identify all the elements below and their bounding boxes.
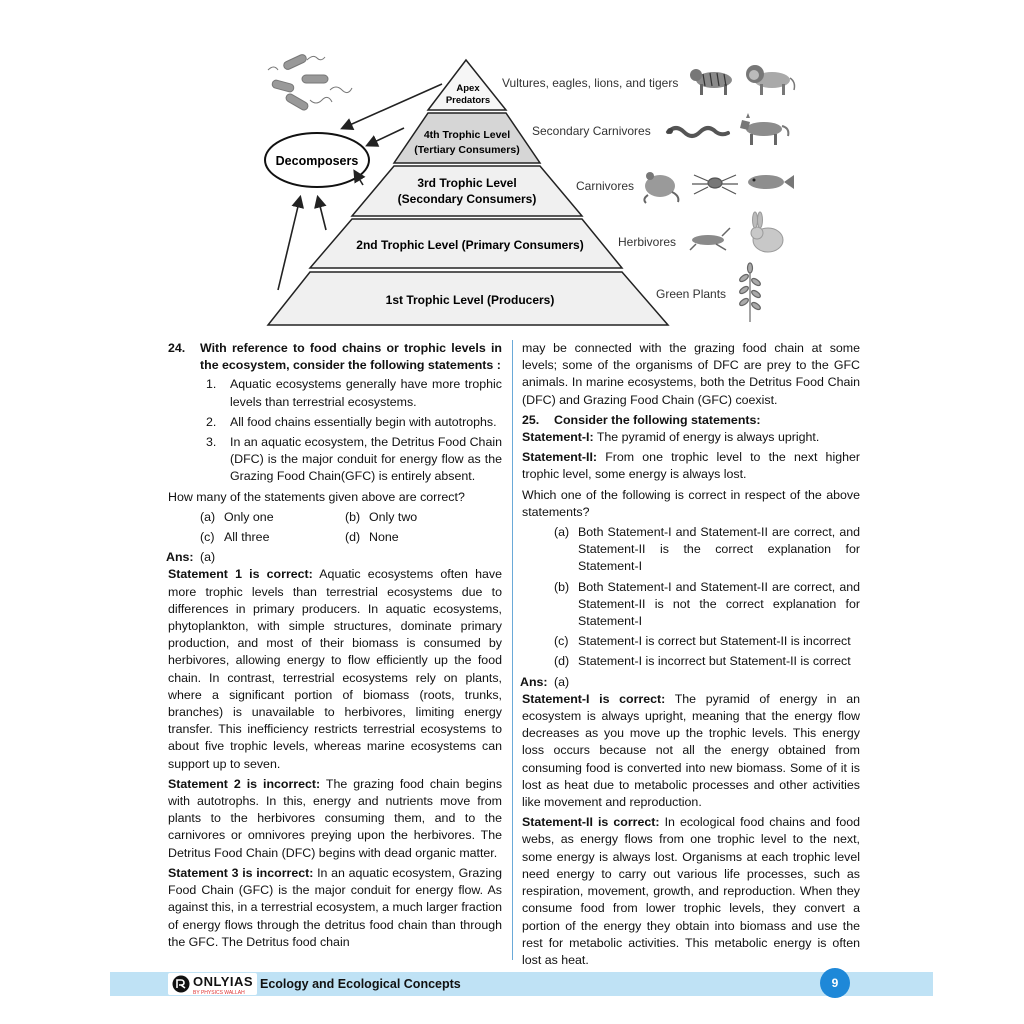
arrow-l2-to-decomposers (318, 198, 326, 230)
brand-name: ONLYIAS (193, 973, 254, 989)
options-grid (200, 509, 502, 546)
page-number: 9 (820, 968, 850, 998)
question-text: Consider the following statements: (554, 412, 761, 427)
arrow-l1-to-decomposers (278, 198, 300, 290)
grasshopper-icon (690, 228, 730, 250)
answer-row (166, 549, 502, 566)
question-25-heading (522, 412, 860, 429)
option-c: (c) All three (200, 530, 270, 545)
statement-list (200, 376, 502, 485)
right-column (522, 340, 860, 972)
wolf-icon (740, 113, 788, 145)
explanation-1: Statement-I is correct: The pyramid of energy in an ecosystem is always upright, meaning that the energy flow decreases as you move up the trophic levels. This energy loss occurs because not all the energy obtained from consuming food is converted into new biomass. Some of it is lost as heat due to metabolic processes and other activities like movement and reproduction. (522, 691, 861, 810)
statement-1: Statement-I: The pyramid of energy is always upright. (522, 430, 820, 445)
statement-item: 1. Aquatic ecosystems generally have more trophic levels than terrestrial ecosystems. (206, 377, 502, 409)
brand-sub: BY PHYSICS WALLAH (193, 989, 245, 996)
explanation-3-continued: may be connected with the grazing food chain at some levels; some of the organisms of DFC are prey to the GFC animals. In marine ecosystems, both the Detritus Food Chain (DFC) and Grazing Food Chain (GFC) coexist. (522, 341, 860, 407)
fish-icon (748, 175, 794, 189)
side-label-l4: Secondary Carnivores (532, 124, 651, 138)
statement-item: 2. All food chains essentially begin with autotrophs. (206, 414, 497, 429)
option-d: (d) Statement-I is incorrect but Statement-II is correct (554, 654, 851, 669)
pw-logo-icon (172, 975, 190, 993)
l2-label: 2nd Trophic Level (Primary Consumers) (356, 238, 584, 252)
question-text: With reference to food chains or trophic levels in the ecosystem, consider the following statements : (200, 341, 502, 373)
spider-icon (692, 175, 738, 194)
l3-label-1: 3rd Trophic Level (417, 176, 517, 190)
explanation-2: Statement-II is correct: In ecological food chains and food webs, as energy flows from one trophic level to the next, some energy is always lost. Organisms at each trophic level need energy to carry out various life processes, such as respiration, movement, growth, and reproduction. When they consume food from lower trophic levels, they convert a portion of the energy they obtain into biomass and use the rest for metabolic activities. This metabolic energy is often lost as heat. (522, 815, 860, 967)
l3-label-2: (Secondary Consumers) (397, 192, 537, 206)
apex-label-1: Apex (456, 83, 480, 94)
options-list (554, 524, 860, 671)
statement-2: Statement-II: From one trophic level to the next higher trophic level, some energy is always lost. (522, 450, 860, 482)
brand-logo (168, 973, 257, 995)
option-d: (d) None (345, 530, 399, 545)
answer-label: Ans: (166, 550, 194, 565)
question-prompt: How many of the statements given above are correct? (168, 489, 465, 504)
answer-label: Ans: (520, 674, 548, 689)
column-divider (512, 340, 513, 960)
option-a: (a) Both Statement-I and Statement-II are correct, and Statement-II is the correct explanation for Statement-I (554, 525, 860, 574)
l4-label-2: (Tertiary Consumers) (414, 144, 520, 156)
option-a: (a) Only one (200, 509, 274, 524)
explanation-2: Statement 2 is incorrect: The grazing food chain begins with autotrophs. In this, energy and nutrients move from plants to the herbivores consuming them, and to the carnivores or omnivores preying upon the herbivores. The Detritus Food Chain (DFC) begins with dead organic matter. (168, 776, 503, 860)
side-label-l2: Herbivores (618, 235, 677, 249)
explanation-3: Statement 3 is incorrect: In an aquatic ecosystem, Grazing Food Chain (GFC) is the major conduit for energy flow. As against this, in a terrestrial ecosystem, a much larger fraction of energy flows through the detritus food chain than through the GFC. The Detritus food chain (168, 865, 502, 949)
apex-label-2: Predators (445, 95, 491, 106)
trophic-pyramid-figure (0, 0, 1024, 335)
answer-row (520, 674, 860, 691)
side-label-l3: Carnivores (576, 179, 635, 193)
question-24-heading (168, 340, 502, 374)
question-number: 25. (522, 412, 540, 427)
option-b: (b) Both Statement-I and Statement-II are correct, and Statement-II is not the correct explanation for Statement-I (554, 579, 860, 629)
l4-label-1: 4th Trophic Level (423, 129, 511, 141)
left-column (168, 340, 502, 954)
question-prompt: Which one of the following is correct in respect of the above statements? (522, 487, 860, 519)
snake-icon (667, 128, 728, 136)
statement-item: 3. In an aquatic ecosystem, the Detritus Food Chain (DFC) is the major conduit for energy flow as the Grazing Food Chain(GFC) is entirely absent. (206, 435, 502, 484)
l1-label: 1st Trophic Level (Producers) (385, 293, 555, 307)
answer-value: (a) (200, 550, 216, 565)
answer-value: (a) (554, 674, 570, 689)
rabbit-icon (751, 212, 783, 252)
decomposers-label: Decomposers (275, 154, 359, 168)
option-c: (c) Statement-I is correct but Statement-II is incorrect (554, 634, 851, 649)
lion-icon (746, 65, 795, 95)
arrow-l4-to-decomposers (368, 128, 404, 145)
side-label-l1: Green Plants (656, 287, 727, 301)
option-b: (b) Only two (345, 509, 418, 524)
frog-icon (644, 172, 678, 203)
explanation-1: Statement 1 is correct: Aquatic ecosystems often have more trophic levels than terrestrial ecosystems due to differences in primary producers. In aquatic ecosystems, phytoplankton, with simple structures, dominate primary production, and most of their biomass is consumed by herbivores, allowing energy to flow efficiently up the food chain. In contrast, terrestrial ecosystems rely on plants, where a significant portion of biomass (roots, trunks, branches) is unavailable to herbivores, limiting energy transfer. This inefficiency restricts terrestrial ecosystems to about five trophic levels, whereas marine ecosystems can support up to seven. (168, 567, 502, 771)
plant-icon (738, 263, 761, 322)
question-number: 24. (168, 341, 186, 355)
tier-3-secondary (352, 166, 582, 216)
bacteria-icon (268, 53, 352, 111)
chapter-title: Ecology and Ecological Concepts (260, 977, 461, 991)
tiger-icon (690, 69, 732, 95)
side-label-apex: Vultures, eagles, lions, and tigers (502, 76, 679, 90)
